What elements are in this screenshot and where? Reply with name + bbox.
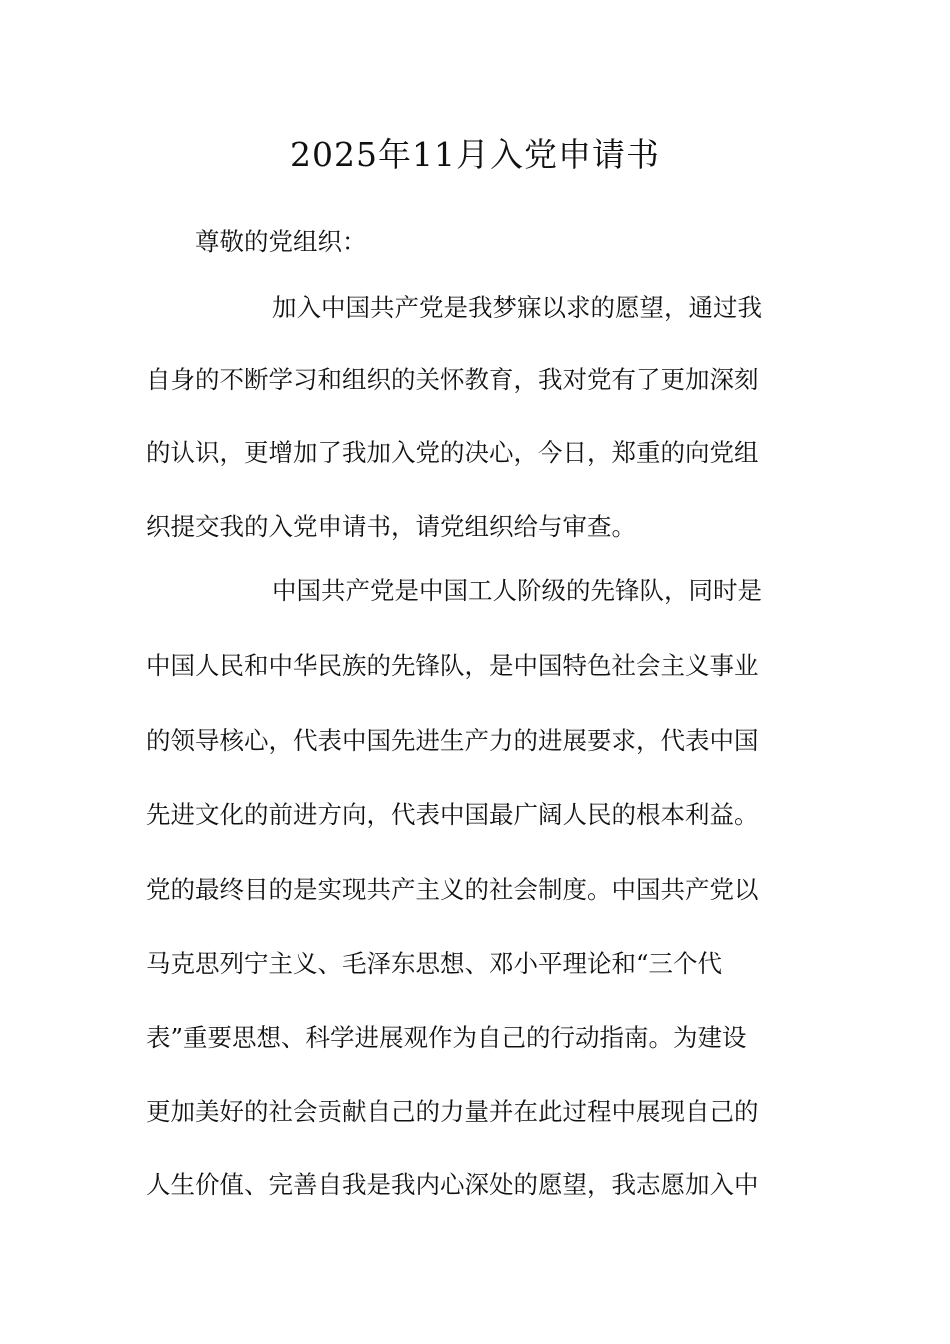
text-line-8: 先进文化的前进方向，代表中国最广阔人民的根本利益。: [146, 800, 759, 829]
text-line-10: 马克思列宁主义、毛泽东思想、邓小平理论和“三个代: [146, 949, 723, 978]
text-line-12: 更加美好的社会贡献自己的力量并在此过程中展现自己的: [146, 1097, 759, 1126]
text-line-4: 织提交我的入党申请书，请党组织给与审查。: [146, 512, 636, 541]
text-line-9: 党的最终目的是实现共产主义的社会制度。中国共产党以: [146, 875, 759, 904]
text-line-1: 加入中国共产党是我梦寐以求的愿望，通过我: [272, 293, 762, 322]
text-line-7: 的领导核心，代表中国先进生产力的进展要求，代表中国: [146, 726, 759, 755]
text-line-11: 表”重要思想、科学进展观作为自己的行动指南。为建设: [146, 1023, 747, 1052]
text-line-2: 自身的不断学习和组织的关怀教育，我对党有了更加深刻: [146, 365, 759, 394]
text-line-6: 中国人民和中华民族的先锋队，是中国特色社会主义事业: [146, 651, 759, 680]
salutation: 尊敬的党组织：: [195, 227, 367, 256]
text-line-3: 的认识，更增加了我加入党的决心，今日，郑重的向党组: [146, 438, 759, 467]
text-line-13: 人生价值、完善自我是我内心深处的愿望，我志愿加入中: [146, 1170, 759, 1199]
document-title: 2025年11月入党申请书: [290, 135, 660, 174]
text-line-5: 中国共产党是中国工人阶级的先锋队，同时是: [272, 576, 762, 605]
